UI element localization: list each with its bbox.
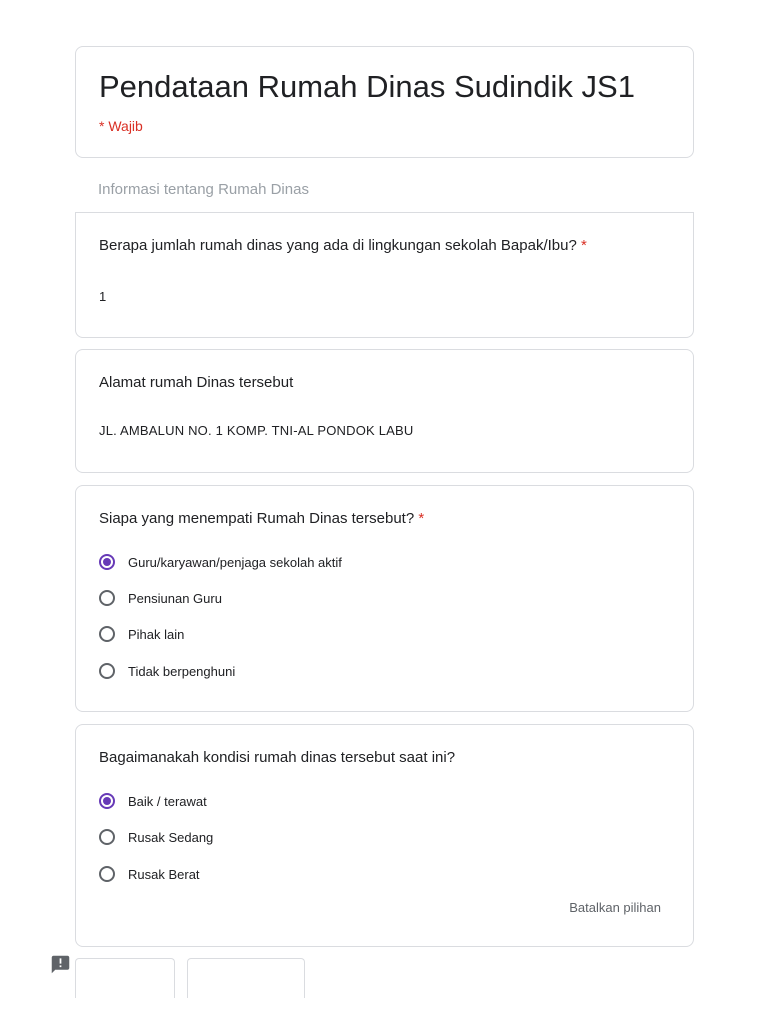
question-title (99, 749, 455, 766)
question-text: Berapa jumlah rumah dinas yang ada di lingkungan sekolah Bapak/Ibu? (99, 237, 577, 254)
option-label: Guru/karyawan/penjaga sekolah aktif (128, 554, 342, 570)
radio-button[interactable] (99, 663, 115, 679)
option-label: Pihak lain (128, 626, 185, 642)
radio-button[interactable] (99, 829, 115, 845)
clear-selection-button[interactable]: Batalkan pilihan (569, 900, 661, 915)
radio-button[interactable] (99, 590, 115, 606)
radio-option-pihak-lain[interactable] (99, 623, 184, 645)
option-label: Tidak berpenghuni (128, 663, 236, 679)
question-title (99, 237, 587, 254)
option-label: Rusak Berat (128, 866, 200, 882)
radio-option-baik[interactable] (99, 790, 207, 812)
radio-button[interactable] (99, 554, 115, 570)
radio-option-rusak-berat[interactable] (99, 863, 200, 885)
answer-house-count: 1 (99, 289, 107, 304)
option-label: Baik / terawat (128, 793, 207, 809)
question-text: Bagaimanakah kondisi rumah dinas tersebut saat ini? (99, 749, 456, 766)
option-label: Pensiunan Guru (128, 590, 222, 606)
section-label: Informasi tentang Rumah Dinas (98, 181, 309, 198)
question-card-address (75, 349, 694, 473)
radio-button[interactable] (99, 626, 115, 642)
next-button[interactable] (187, 958, 305, 998)
required-note: * Wajib (99, 118, 143, 134)
answer-address: JL. AMBALUN NO. 1 KOMP. TNI-AL PONDOK LABU (99, 423, 414, 438)
required-mark: * (418, 510, 425, 527)
radio-option-rusak-sedang[interactable] (99, 826, 213, 848)
back-button[interactable] (75, 958, 175, 998)
radio-option-guru[interactable] (99, 551, 342, 573)
question-card-occupant (75, 485, 694, 712)
form-header-card (75, 46, 694, 158)
form-title: Pendataan Rumah Dinas Sudindik JS1 (99, 69, 635, 104)
question-text: Alamat rumah Dinas tersebut (99, 374, 294, 391)
required-mark: * (581, 237, 587, 254)
question-text: Siapa yang menempati Rumah Dinas tersebut? (99, 510, 415, 527)
option-label: Rusak Sedang (128, 829, 214, 845)
question-card-condition (75, 724, 694, 947)
question-card-house-count (75, 212, 694, 338)
question-title (99, 374, 293, 391)
feedback-icon[interactable] (50, 954, 71, 975)
radio-option-pensiunan[interactable] (99, 587, 222, 609)
radio-option-tidak-berpenghuni[interactable] (99, 660, 235, 682)
question-title (99, 510, 424, 527)
radio-button[interactable] (99, 793, 115, 809)
radio-button[interactable] (99, 866, 115, 882)
